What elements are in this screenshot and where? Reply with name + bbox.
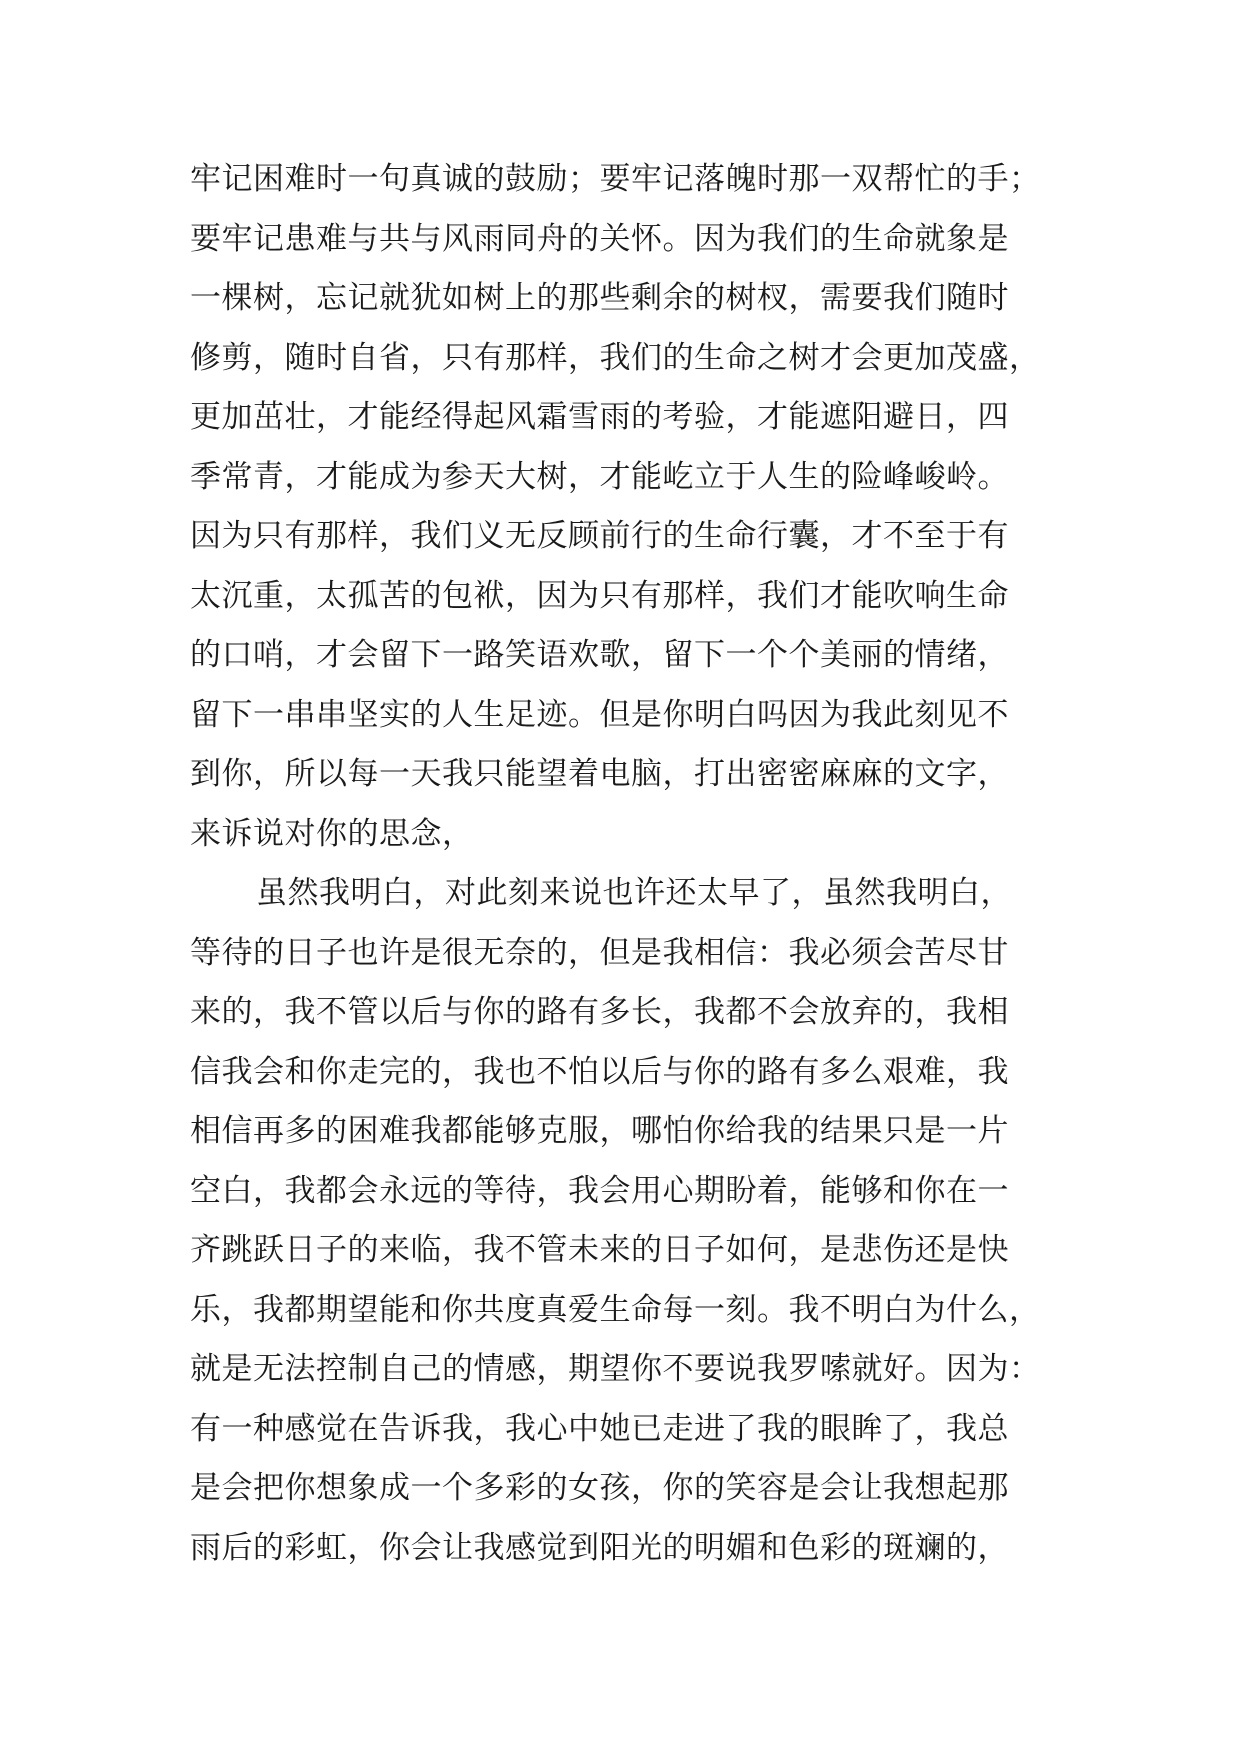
text-line: 的口哨，才会留下一路笑语欢歌，留下一个个美丽的情绪， <box>190 637 1009 673</box>
text-line: 就是无法控制自己的情感，期望你不要说我罗嗦就好。因为： <box>190 1351 1041 1387</box>
text-line: 因为只有那样，我们义无反顾前行的生命行囊，才不至于有 <box>190 518 1009 554</box>
text-line: 雨后的彩虹，你会让我感觉到阳光的明媚和色彩的斑斓的， <box>190 1529 1009 1566</box>
text-line: 季常青，才能成为参天大树，才能屹立于人生的险峰峻岭。 <box>190 458 1009 495</box>
text-line: 到你，所以每一天我只能望着电脑，打出密密麻麻的文字， <box>190 756 1009 792</box>
text-line: 要牢记患难与共与风雨同舟的关怀。因为我们的生命就象是 <box>190 220 1009 257</box>
text-line: 乐，我都期望能和你共度真爱生命每一刻。我不明白为什么， <box>190 1291 1041 1328</box>
text-line: 一棵树，忘记就犹如树上的那些剩余的树杈，需要我们随时 <box>190 280 1009 316</box>
text-line: 相信再多的困难我都能够克服，哪怕你给我的结果只是一片 <box>190 1113 1009 1149</box>
body-text <box>190 150 1070 1578</box>
text-line: 等待的日子也许是很无奈的，但是我相信：我必须会苦尽甘 <box>190 934 1009 971</box>
text-line: 来诉说对你的思念， <box>190 815 474 852</box>
text-line: 修剪，随时自省，只有那样，我们的生命之树才会更加茂盛， <box>190 339 1041 376</box>
text-line: 信我会和你走完的，我也不怕以后与你的路有多么艰难，我 <box>190 1053 1009 1090</box>
text-line: 更加茁壮，才能经得起风霜雪雨的考验，才能遮阳避日，四 <box>190 399 1009 435</box>
text-line: 来的，我不管以后与你的路有多长，我都不会放弃的，我相 <box>190 994 1009 1030</box>
text-line: 留下一串串坚实的人生足迹。但是你明白吗因为我此刻见不 <box>190 696 1009 733</box>
paragraph-start-line: 虽然我明白，对此刻来说也许还太早了，虽然我明白， <box>256 875 1012 911</box>
text-line: 是会把你想象成一个多彩的女孩，你的笑容是会让我想起那 <box>190 1470 1009 1506</box>
text-line: 牢记困难时一句真诚的鼓励；要牢记落魄时那一双帮忙的手； <box>190 161 1041 197</box>
text-line: 齐跳跃日子的来临，我不管未来的日子如何，是悲伤还是快 <box>190 1232 1009 1268</box>
text-line: 空白，我都会永远的等待，我会用心期盼着，能够和你在一 <box>190 1172 1009 1209</box>
text-line: 太沉重，太孤苦的包袱，因为只有那样，我们才能吹响生命 <box>190 577 1009 614</box>
text-line: 有一种感觉在告诉我，我心中她已走进了我的眼眸了，我总 <box>190 1410 1009 1447</box>
